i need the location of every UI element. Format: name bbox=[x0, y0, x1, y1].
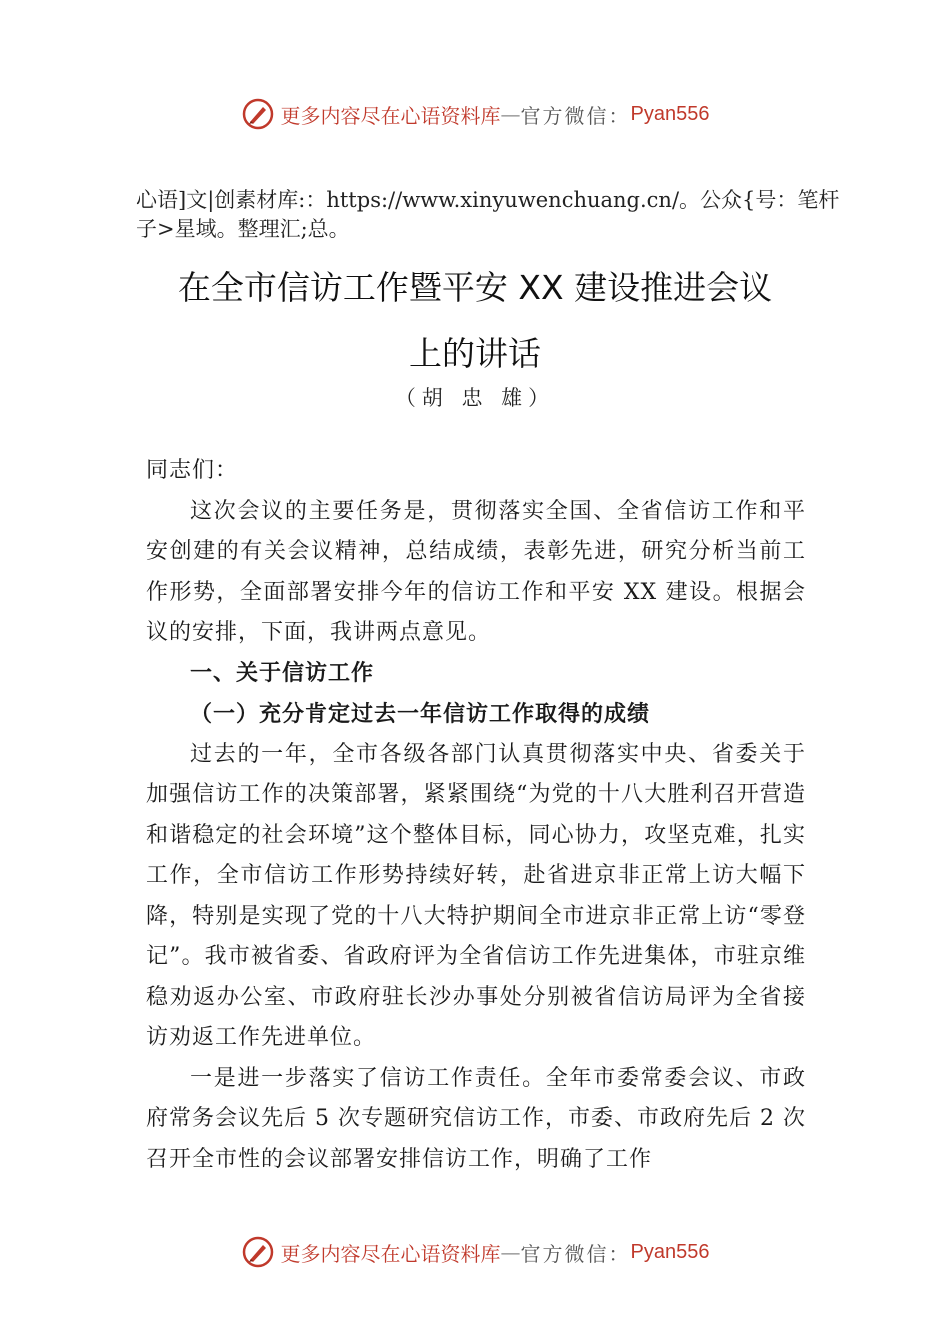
pen-logo-icon bbox=[241, 1235, 275, 1269]
banner-wechat-id: Pyan556 bbox=[630, 102, 710, 125]
paragraph: 过去的一年，全市各级各部门认真贯彻落实中央、省委关于加强信访工作的决策部署，紧紧围绕“为党的十八大胜利召开营造和谐稳定的社会环境”这个整体目标，同心协力，攻坚克难，扎实工作，全市信访工作形势持续好转，赴省进京非正常上访大幅下降，特别是实现了党的十八大特护期间全市进京非正常上访“零登记”。我市被省委、省政府评为全省信访工作先进集体，市驻京维稳劝返办公室、市政府驻长沙办事处分别被省信访局评为全省接访劝返工作先进单位。 bbox=[146, 741, 806, 1050]
banner-wechat-label: 官方微信： bbox=[520, 103, 631, 128]
source-note: 心语]文|创素材库:：https://www.xinyuwenchuang.cn/。公众{号：笔杆子>星域。整理汇;总。 bbox=[136, 188, 840, 241]
subsection-heading: （一）充分肯定过去一年信访工作取得的成绩 bbox=[190, 701, 651, 727]
banner-text: 更多内容尽在心语资料库 bbox=[280, 1241, 501, 1266]
section-heading: 一、关于信访工作 bbox=[190, 660, 375, 686]
document-title-line2: 上的讲话 bbox=[409, 334, 541, 373]
salutation: 同志们： bbox=[146, 458, 239, 483]
banner-wechat-label: 官方微信： bbox=[520, 1241, 631, 1266]
document-title-line1: 在全市信访工作暨平安 XX 建设推进会议 bbox=[177, 268, 773, 307]
paragraph: 这次会议的主要任务是，贯彻落实全国、全省信访工作和平安创建的有关会议精神，总结成绩，表彰先进，研究分析当前工作形势，全面部署安排今年的信访工作和平安 XX 建设。根据会议的安排，下面，我讲两点意见。 bbox=[146, 498, 807, 645]
document-body bbox=[146, 451, 806, 1180]
author: （胡 忠 雄） bbox=[394, 386, 556, 410]
banner-dash: — bbox=[500, 102, 521, 126]
banner-text: 更多内容尽在心语资料库 bbox=[280, 103, 501, 128]
pen-logo-icon bbox=[241, 97, 275, 131]
banner-dash: — bbox=[500, 1240, 521, 1264]
footer-banner bbox=[0, 1234, 950, 1270]
banner-wechat-id: Pyan556 bbox=[630, 1240, 710, 1263]
paragraph: 一是进一步落实了信访工作责任。全年市委常委会议、市政府常务会议先后 5 次专题研究信访工作，市委、市政府先后 2 次召开全市性的会议部署安排信访工作，明确了工作 bbox=[146, 1065, 807, 1172]
header-banner bbox=[0, 96, 950, 132]
